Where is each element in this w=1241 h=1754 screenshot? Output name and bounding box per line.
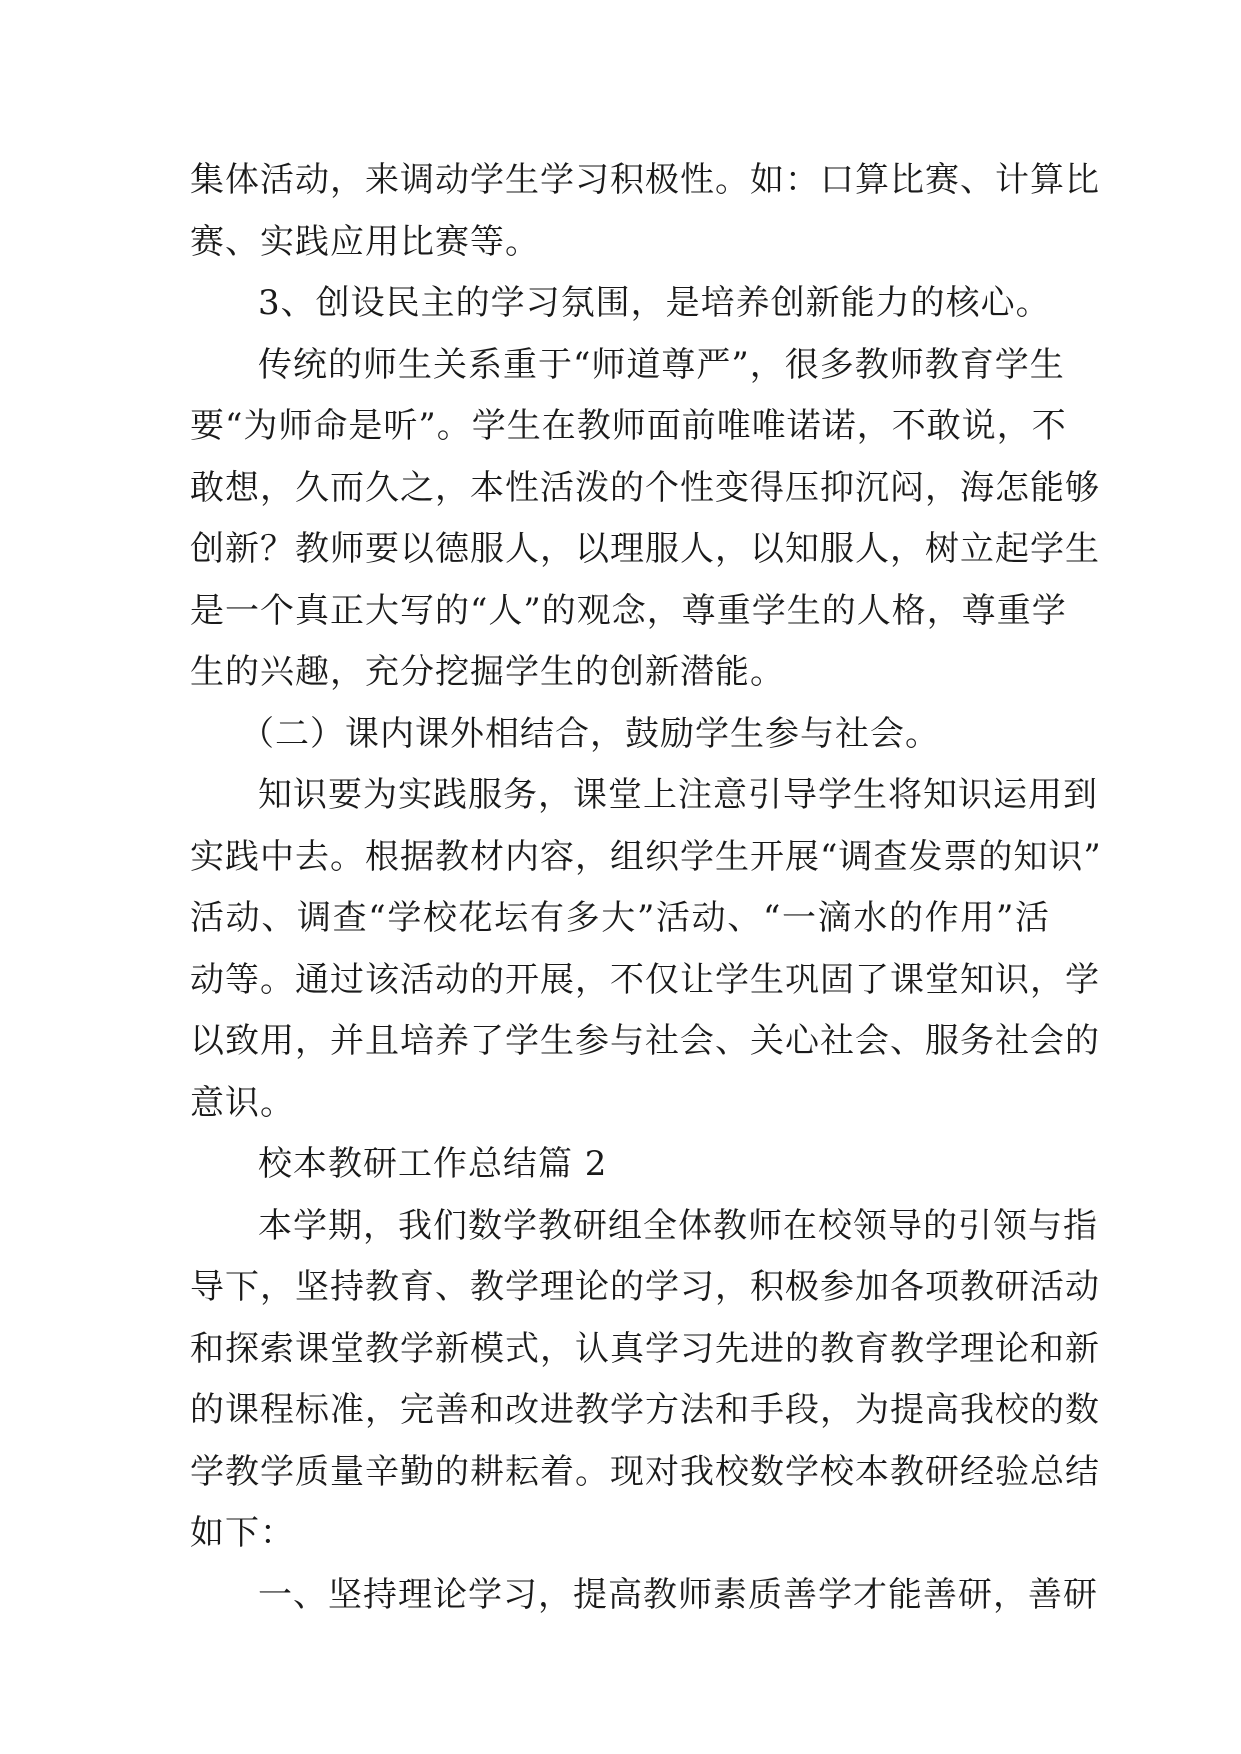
paragraph-activities: [190, 150, 1100, 273]
text-line: 和探索课堂教学新模式，认真学习先进的教育教学理论和新: [190, 1328, 1100, 1369]
paragraph-teacher-student-relationship: [190, 335, 1100, 704]
text-line: 赛、实践应用比赛等。: [190, 221, 540, 262]
text-line: 生的兴趣，充分挖掘学生的创新潜能。: [190, 652, 785, 692]
text-line: 传统的师生关系重于“师道尊严”，很多教师教育学生: [258, 344, 1065, 385]
text-line: 动等。通过该活动的开展，不仅让学生巩固了课堂知识，学: [190, 959, 1100, 1000]
text-line: 的课程标准，完善和改进教学方法和手段，为提高我校的数: [190, 1390, 1100, 1430]
paragraph-semester-summary: [190, 1196, 1100, 1565]
section-title: [190, 1134, 1050, 1196]
text-line: 以致用，并且培养了学生参与社会、关心社会、服务社会的: [190, 1021, 1100, 1061]
heading-in-and-out-of-class: [190, 704, 1050, 766]
text-line: 创新？教师要以德服人，以理服人，以知服人，树立起学生: [190, 529, 1100, 569]
heading-democratic-atmosphere: [190, 273, 1050, 335]
text-line: 学教学质量辛勤的耕耘着。现对我校数学校本教研经验总结: [190, 1451, 1100, 1492]
paragraph-practice: [190, 765, 1102, 1134]
text-line: 如下：: [190, 1513, 295, 1553]
text-line: 敢想，久而久之，本性活泼的个性变得压抑沉闷，海怎能够: [190, 467, 1100, 508]
text-line: 是一个真正大写的“人”的观念，尊重学生的人格，尊重学: [190, 590, 1067, 631]
document-page: [190, 150, 1102, 1626]
text-line: 要“为师命是听”。学生在教师面前唯唯诺诺，不敢说，不: [190, 406, 1067, 446]
text-line: 导下，坚持教育、教学理论的学习，积极参加各项教研活动: [190, 1267, 1100, 1307]
text-line: 实践中去。根据教材内容，组织学生开展“调查发票的知识”: [190, 836, 1102, 877]
text-line: 本学期，我们数学教研组全体教师在校领导的引领与指: [258, 1205, 1098, 1246]
text-line: 活动、调查“学校花坛有多大”活动、“一滴水的作用”活: [190, 898, 1050, 938]
paragraph-theory-study: [190, 1565, 1098, 1627]
text-line: （二）课内课外相结合，鼓励学生参与社会。: [240, 713, 940, 754]
text-line: 集体活动，来调动学生学习积极性。如：口算比赛、计算比: [190, 160, 1100, 200]
text-line: 3、创设民主的学习氛围，是培养创新能力的核心。: [258, 283, 1051, 323]
text-line: 一、坚持理论学习，提高教师素质善学才能善研，善研: [258, 1574, 1098, 1615]
text-line: 知识要为实践服务，课堂上注意引导学生将知识运用到: [258, 775, 1098, 815]
text-line: 校本教研工作总结篇 2: [258, 1144, 608, 1184]
text-line: 意识。: [190, 1082, 295, 1123]
